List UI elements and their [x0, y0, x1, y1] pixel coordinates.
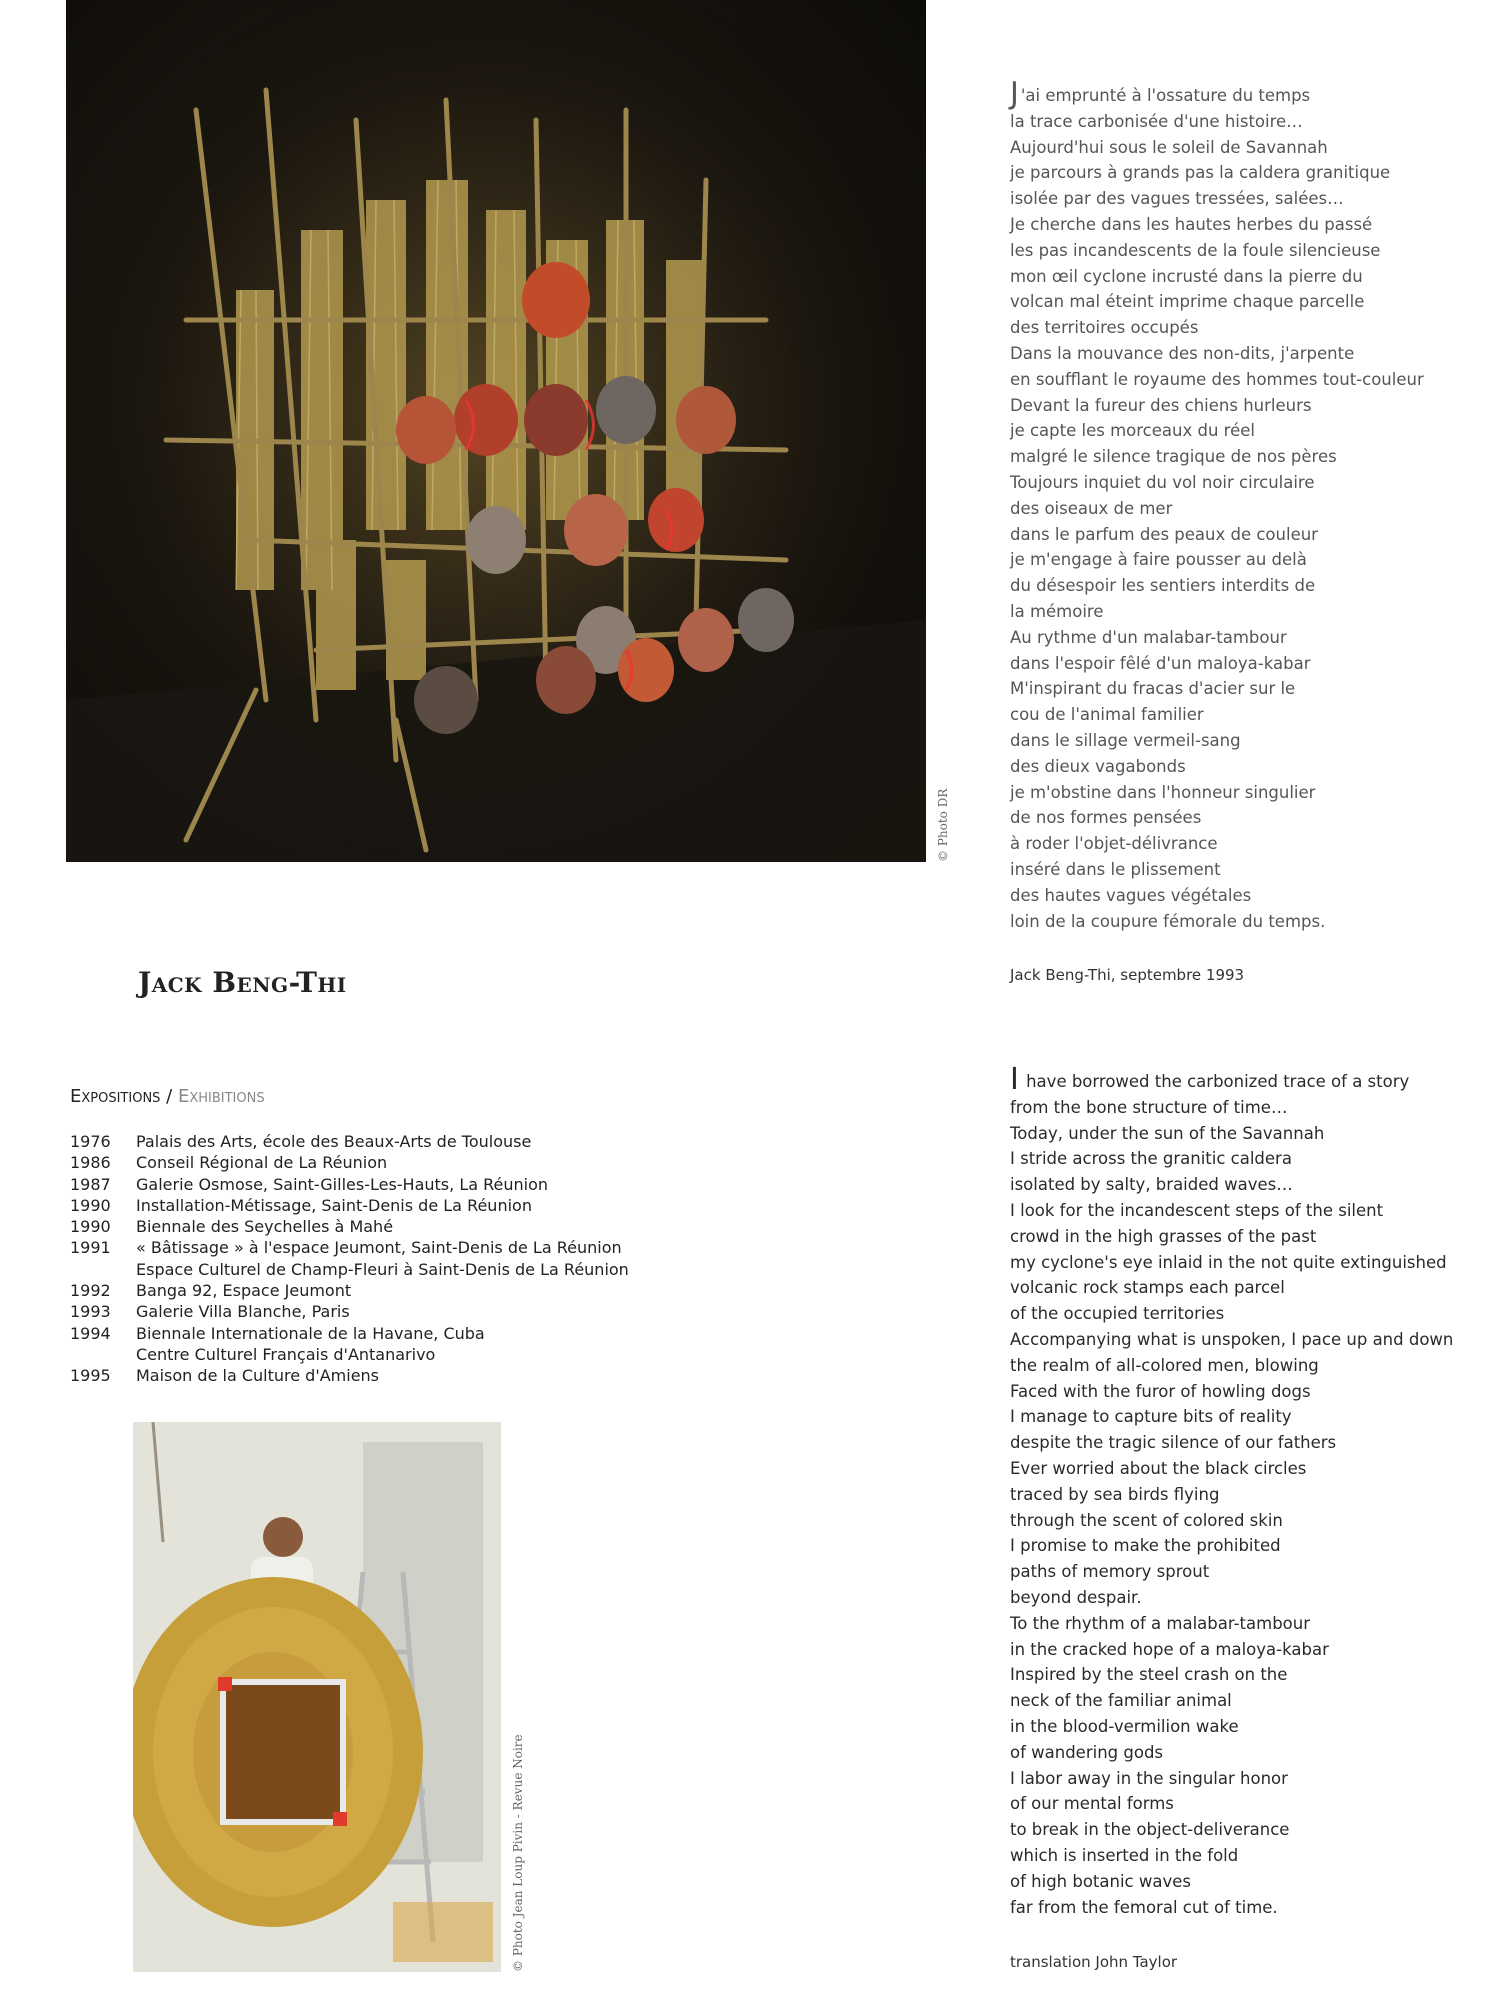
- artist-illustration: [133, 1422, 501, 1972]
- poem-line: of our mental forms: [1010, 1794, 1174, 1814]
- exhibitions-heading-en: Exhibitions: [177, 1086, 265, 1107]
- poem-line: my cyclone's eye inlaid in the not quite extinguished: [1010, 1252, 1447, 1272]
- exhibition-year: 1995: [70, 1366, 111, 1386]
- poem-line: les pas incandescents de la foule silencieuse: [1010, 240, 1381, 260]
- exhibition-entry: Conseil Régional de La Réunion: [136, 1153, 388, 1173]
- poem-line: Au rythme d'un malabar-tambour: [1010, 627, 1287, 647]
- poem-line: the realm of all-colored men, blowing: [1010, 1355, 1319, 1375]
- exhibition-entry: Espace Culturel de Champ-Fleuri à Saint-Denis de La Réunion: [136, 1259, 629, 1279]
- poem-line: Ever worried about the black circles: [1010, 1458, 1307, 1478]
- poem-line: Toujours inquiet du vol noir circulaire: [1010, 472, 1315, 492]
- poem-line: which is inserted in the fold: [1010, 1845, 1239, 1865]
- poem-line: la trace carbonisée d'une histoire…: [1010, 111, 1303, 131]
- poem-line: isolée par des vagues tressées, salées…: [1010, 189, 1344, 209]
- exhibition-entries: [136, 1152, 630, 1173]
- exhibition-year: 1990: [70, 1195, 111, 1215]
- poem-line: to break in the object-deliverance: [1010, 1820, 1290, 1840]
- exhibition-entry: « Bâtissage » à l'espace Jeumont, Saint-Denis de La Réunion: [136, 1238, 622, 1258]
- poem-line: neck of the familiar animal: [1010, 1691, 1232, 1711]
- exhibition-entries: [136, 1131, 630, 1152]
- poem-english-signature: translation John Taylor: [1010, 1953, 1178, 1971]
- exhibition-year: 1990: [70, 1217, 111, 1237]
- exhibition-year: 1987: [70, 1174, 111, 1194]
- exhibition-entry: Maison de la Culture d'Amiens: [136, 1366, 380, 1386]
- poem-line: je capte les morceaux du réel: [1010, 421, 1255, 441]
- poem-line: dans l'espoir fêlé d'un maloya-kabar: [1010, 653, 1311, 673]
- exhibition-item: [70, 1237, 630, 1280]
- exhibition-item: [70, 1195, 630, 1216]
- poem-line: cou de l'animal familier: [1010, 705, 1204, 725]
- exhibition-item: [70, 1365, 630, 1386]
- poem-line: Inspired by the steel crash on the: [1010, 1665, 1288, 1685]
- poem-line: des dieux vagabonds: [1010, 756, 1186, 776]
- exhibition-year: 1993: [70, 1302, 111, 1322]
- poem-line: despite the tragic silence of our fathers: [1010, 1433, 1337, 1453]
- poem-line: I look for the incandescent steps of the silent: [1010, 1200, 1384, 1220]
- photo-credit-bottom: © Photo Jean Loup Pivin - Revue Noire: [511, 1734, 525, 1972]
- photo-credit-top: © Photo DR: [936, 788, 950, 862]
- poem-line: in the cracked hope of a maloya-kabar: [1010, 1639, 1329, 1659]
- drop-cap: I: [1010, 1062, 1019, 1097]
- poem-line: dans le sillage vermeil-sang: [1010, 730, 1241, 750]
- exhibition-year: 1986: [70, 1153, 111, 1173]
- exhibition-item: [70, 1323, 630, 1366]
- poem-line: Aujourd'hui sous le soleil de Savannah: [1010, 137, 1328, 157]
- artist-photo: [133, 1422, 501, 1972]
- exhibitions-heading: [70, 1086, 265, 1107]
- exhibition-year: 1991: [70, 1238, 111, 1258]
- poem-line: je m'engage à faire pousser au delà: [1010, 550, 1307, 570]
- poem-line: des oiseaux de mer: [1010, 498, 1173, 518]
- exhibition-item: [70, 1174, 630, 1195]
- exhibition-entries: [136, 1301, 630, 1322]
- exhibition-entry: Palais des Arts, école des Beaux-Arts de Toulouse: [136, 1132, 532, 1151]
- poem-line: volcanic rock stamps each parcel: [1010, 1278, 1285, 1298]
- exhibitions-heading-fr: Expositions: [70, 1086, 161, 1107]
- exhibition-year: 1976: [70, 1132, 111, 1151]
- poem-line: Dans la mouvance des non-dits, j'arpente: [1010, 343, 1355, 363]
- installation-photo: [66, 0, 926, 862]
- poem-line: je m'obstine dans l'honneur singulier: [1010, 782, 1316, 802]
- poem-line: Devant la fureur des chiens hurleurs: [1010, 395, 1312, 415]
- poem-line: du désespoir les sentiers interdits de: [1010, 576, 1316, 596]
- poem-line: isolated by salty, braided waves…: [1010, 1175, 1293, 1195]
- poem-french: [1010, 76, 1480, 934]
- poem-line: I promise to make the prohibited: [1010, 1536, 1281, 1556]
- exhibition-item: [70, 1216, 630, 1237]
- poem-line: de nos formes pensées: [1010, 808, 1202, 828]
- drop-cap: J: [1010, 76, 1019, 111]
- poem-line: To the rhythm of a malabar-tambour: [1010, 1613, 1311, 1633]
- poem-line: Je cherche dans les hautes herbes du passé: [1010, 214, 1373, 234]
- exhibition-entries: [136, 1195, 630, 1216]
- poem-line: J 'ai emprunté à l'ossature du temps: [1010, 76, 1311, 111]
- poem-line: I stride across the granitic caldera: [1010, 1149, 1292, 1169]
- poem-line: through the scent of colored skin: [1010, 1510, 1283, 1530]
- poem-english: [1010, 1062, 1480, 1920]
- poem-line: I labor away in the singular honor: [1010, 1768, 1288, 1788]
- exhibition-entries: [136, 1323, 630, 1366]
- poem-line: loin de la coupure fémorale du temps.: [1010, 911, 1326, 931]
- exhibition-item: [70, 1280, 630, 1301]
- poem-line: mon œil cyclone incrusté dans la pierre du: [1010, 266, 1363, 286]
- exhibition-entry: Galerie Villa Blanche, Paris: [136, 1302, 350, 1322]
- poem-line: M'inspirant du fracas d'acier sur le: [1010, 679, 1296, 699]
- poem-line: malgré le silence tragique de nos pères: [1010, 447, 1337, 467]
- poem-line: Faced with the furor of howling dogs: [1010, 1381, 1311, 1401]
- artist-name: Jack Beng-Thi: [138, 966, 347, 999]
- exhibition-entry: Centre Culturel Français d'Antanarivo: [136, 1344, 436, 1364]
- poem-line: beyond despair.: [1010, 1587, 1142, 1607]
- poem-line: of high botanic waves: [1010, 1871, 1191, 1891]
- poem-line: des territoires occupés: [1010, 318, 1199, 338]
- exhibition-entries: [136, 1174, 630, 1195]
- poem-line: paths of memory sprout: [1010, 1562, 1210, 1582]
- exhibition-item: [70, 1131, 630, 1152]
- poem-line: traced by sea birds flying: [1010, 1484, 1220, 1504]
- exhibition-entries: [136, 1365, 630, 1386]
- exhibition-entry: Biennale Internationale de la Havane, Cuba: [136, 1323, 485, 1343]
- poem-line: of wandering gods: [1010, 1742, 1164, 1762]
- poem-line: I manage to capture bits of reality: [1010, 1407, 1292, 1427]
- exhibition-year: 1992: [70, 1281, 111, 1301]
- exhibition-entry: Biennale des Seychelles à Mahé: [136, 1217, 394, 1237]
- exhibitions-list: [70, 1131, 630, 1387]
- poem-line: crowd in the high grasses of the past: [1010, 1226, 1317, 1246]
- installation-illustration: [66, 0, 926, 862]
- poem-line: from the bone structure of time…: [1010, 1097, 1288, 1117]
- poem-line: Today, under the sun of the Savannah: [1010, 1123, 1325, 1143]
- poem-line: I have borrowed the carbonized trace of a story: [1010, 1062, 1410, 1097]
- exhibition-entry: Banga 92, Espace Jeumont: [136, 1281, 352, 1301]
- poem-line: Accompanying what is unspoken, I pace up and down: [1010, 1329, 1454, 1349]
- poem-line: en soufflant le royaume des hommes tout-couleur: [1010, 369, 1424, 389]
- poem-line: la mémoire: [1010, 601, 1104, 621]
- poem-line: je parcours à grands pas la caldera granitique: [1010, 163, 1391, 183]
- exhibition-entries: [136, 1216, 630, 1237]
- poem-line: inséré dans le plissement: [1010, 859, 1221, 879]
- exhibition-entries: [136, 1237, 630, 1280]
- exhibition-item: [70, 1301, 630, 1322]
- poem-line: far from the femoral cut of time.: [1010, 1897, 1278, 1917]
- poem-line: volcan mal éteint imprime chaque parcelle: [1010, 292, 1365, 312]
- exhibition-year: 1994: [70, 1323, 111, 1343]
- exhibition-entries: [136, 1280, 630, 1301]
- exhibition-item: [70, 1152, 630, 1173]
- poem-line: in the blood-vermilion wake: [1010, 1716, 1239, 1736]
- poem-line: à roder l'objet-délivrance: [1010, 834, 1218, 854]
- exhibition-entry: Installation-Métissage, Saint-Denis de La Réunion: [136, 1195, 532, 1215]
- poem-line: of the occupied territories: [1010, 1304, 1225, 1324]
- poem-line: dans le parfum des peaux de couleur: [1010, 524, 1318, 544]
- poem-french-signature: Jack Beng-Thi, septembre 1993: [1010, 966, 1245, 984]
- exhibition-entry: Galerie Osmose, Saint-Gilles-Les-Hauts, La Réunion: [136, 1174, 549, 1194]
- exhibitions-heading-separator: /: [166, 1086, 173, 1107]
- poem-line: des hautes vagues végétales: [1010, 885, 1252, 905]
